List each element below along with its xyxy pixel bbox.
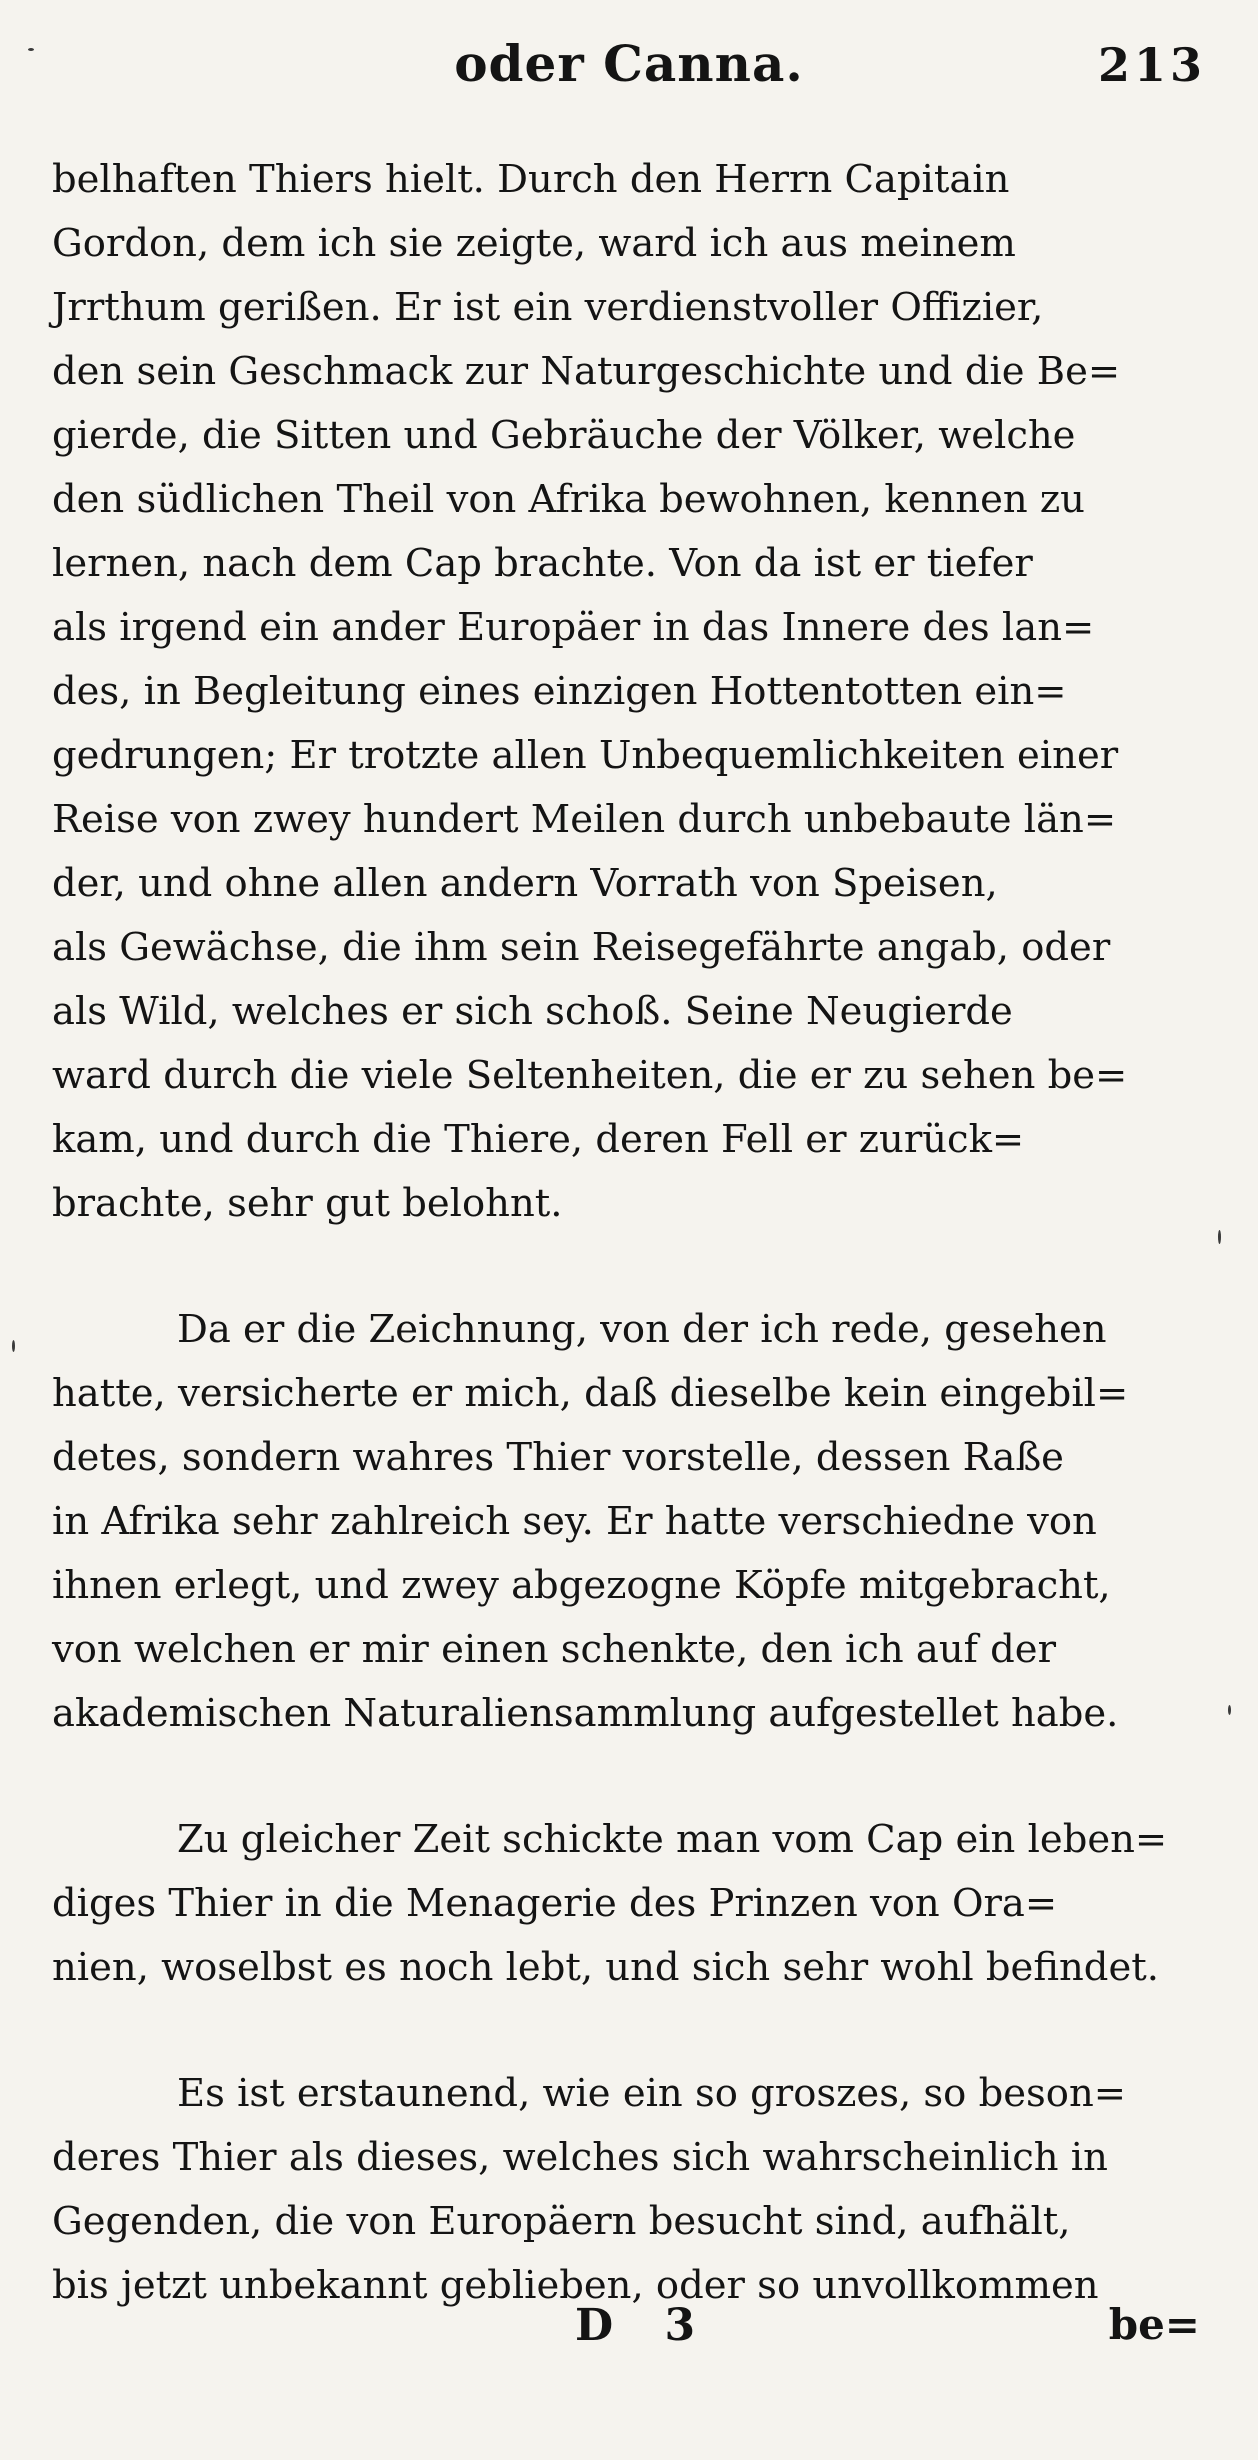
text-line: akademischen Naturaliensammlung aufgestellet habe.	[52, 1691, 1119, 1736]
text-line: Reise von zwey hundert Meilen durch unbebaute län=	[52, 797, 1117, 842]
text-line: diges Thier in die Menagerie des Prinzen von Ora=	[52, 1881, 1058, 1926]
text-line: als Gewächse, die ihm sein Reisegefährte angab, oder	[52, 925, 1111, 970]
text-line: ihnen erlegt, und zwey abgezogne Köpfe mitgebracht,	[52, 1563, 1111, 1608]
text-line: als Wild, welches er sich schoß. Seine Neugierde	[52, 989, 1013, 1034]
text-line: des, in Begleitung eines einzigen Hottentotten ein=	[52, 669, 1067, 714]
page-footer	[0, 2300, 1258, 2380]
paragraph-gap	[52, 1746, 1212, 1808]
text-line: Gordon, dem ich sie zeigte, ward ich aus meinem	[52, 221, 1016, 266]
text-line: deres Thier als dieses, welches sich wahrscheinlich in	[52, 2135, 1108, 2180]
ink-speck	[28, 48, 34, 51]
ink-speck	[1228, 1705, 1231, 1715]
body-text	[52, 148, 1212, 2318]
running-head	[0, 28, 1258, 108]
page-number: 213	[1097, 38, 1206, 92]
text-line: der, und ohne allen andern Vorrath von Speisen,	[52, 861, 998, 906]
paragraph-gap	[52, 2000, 1212, 2062]
text-line: nien, woselbst es noch lebt, und sich sehr wohl befindet.	[52, 1945, 1159, 1990]
text-line: den südlichen Theil von Afrika bewohnen, kennen zu	[52, 477, 1085, 522]
text-line: Es ist erstaunend, wie ein so groszes, so beson=	[177, 2071, 1127, 2116]
text-line: den sein Geschmack zur Naturgeschichte und die Be=	[52, 349, 1121, 394]
catchword: be=	[1108, 2300, 1200, 2349]
paragraph-2	[52, 1298, 1212, 1746]
text-line: hatte, versicherte er mich, daß dieselbe kein eingebil=	[52, 1371, 1129, 1416]
ink-speck	[1218, 1230, 1221, 1244]
text-line: gedrungen; Er trotzte allen Unbequemlichkeiten einer	[52, 733, 1119, 778]
paragraph-gap	[52, 1236, 1212, 1298]
text-line: lernen, nach dem Cap brachte. Von da ist er tiefer	[52, 541, 1033, 586]
text-line: brachte, sehr gut belohnt.	[52, 1181, 563, 1226]
text-line: Gegenden, die von Europäern besucht sind, aufhält,	[52, 2199, 1071, 2244]
paragraph-1	[52, 148, 1212, 1236]
text-line: von welchen er mir einen schenkte, den ich auf der	[52, 1627, 1056, 1672]
signature-mark: D 3	[575, 2300, 714, 2351]
paragraph-3	[52, 1808, 1212, 2000]
text-line: belhaften Thiers hielt. Durch den Herrn Capitain	[52, 157, 1010, 202]
text-line: gierde, die Sitten und Gebräuche der Völker, welche	[52, 413, 1076, 458]
text-line: ward durch die viele Seltenheiten, die er zu sehen be=	[52, 1053, 1128, 1098]
text-line: als irgend ein ander Europäer in das Innere des lan=	[52, 605, 1095, 650]
paragraph-4	[52, 2062, 1212, 2318]
running-title: oder Canna.	[454, 34, 804, 93]
text-line: Jrrthum gerißen. Er ist ein verdienstvoller Offizier,	[52, 285, 1044, 330]
text-line: detes, sondern wahres Thier vorstelle, dessen Raße	[52, 1435, 1064, 1480]
text-line: bis jetzt unbekannt geblieben, oder so unvollkommen	[52, 2263, 1099, 2308]
text-line: Da er die Zeichnung, von der ich rede, gesehen	[177, 1307, 1107, 1352]
text-line: kam, und durch die Thiere, deren Fell er zurück=	[52, 1117, 1025, 1162]
text-line: Zu gleicher Zeit schickte man vom Cap ein leben=	[177, 1817, 1168, 1862]
text-line: in Afrika sehr zahlreich sey. Er hatte verschiedne von	[52, 1499, 1097, 1544]
ink-speck	[12, 1340, 15, 1352]
